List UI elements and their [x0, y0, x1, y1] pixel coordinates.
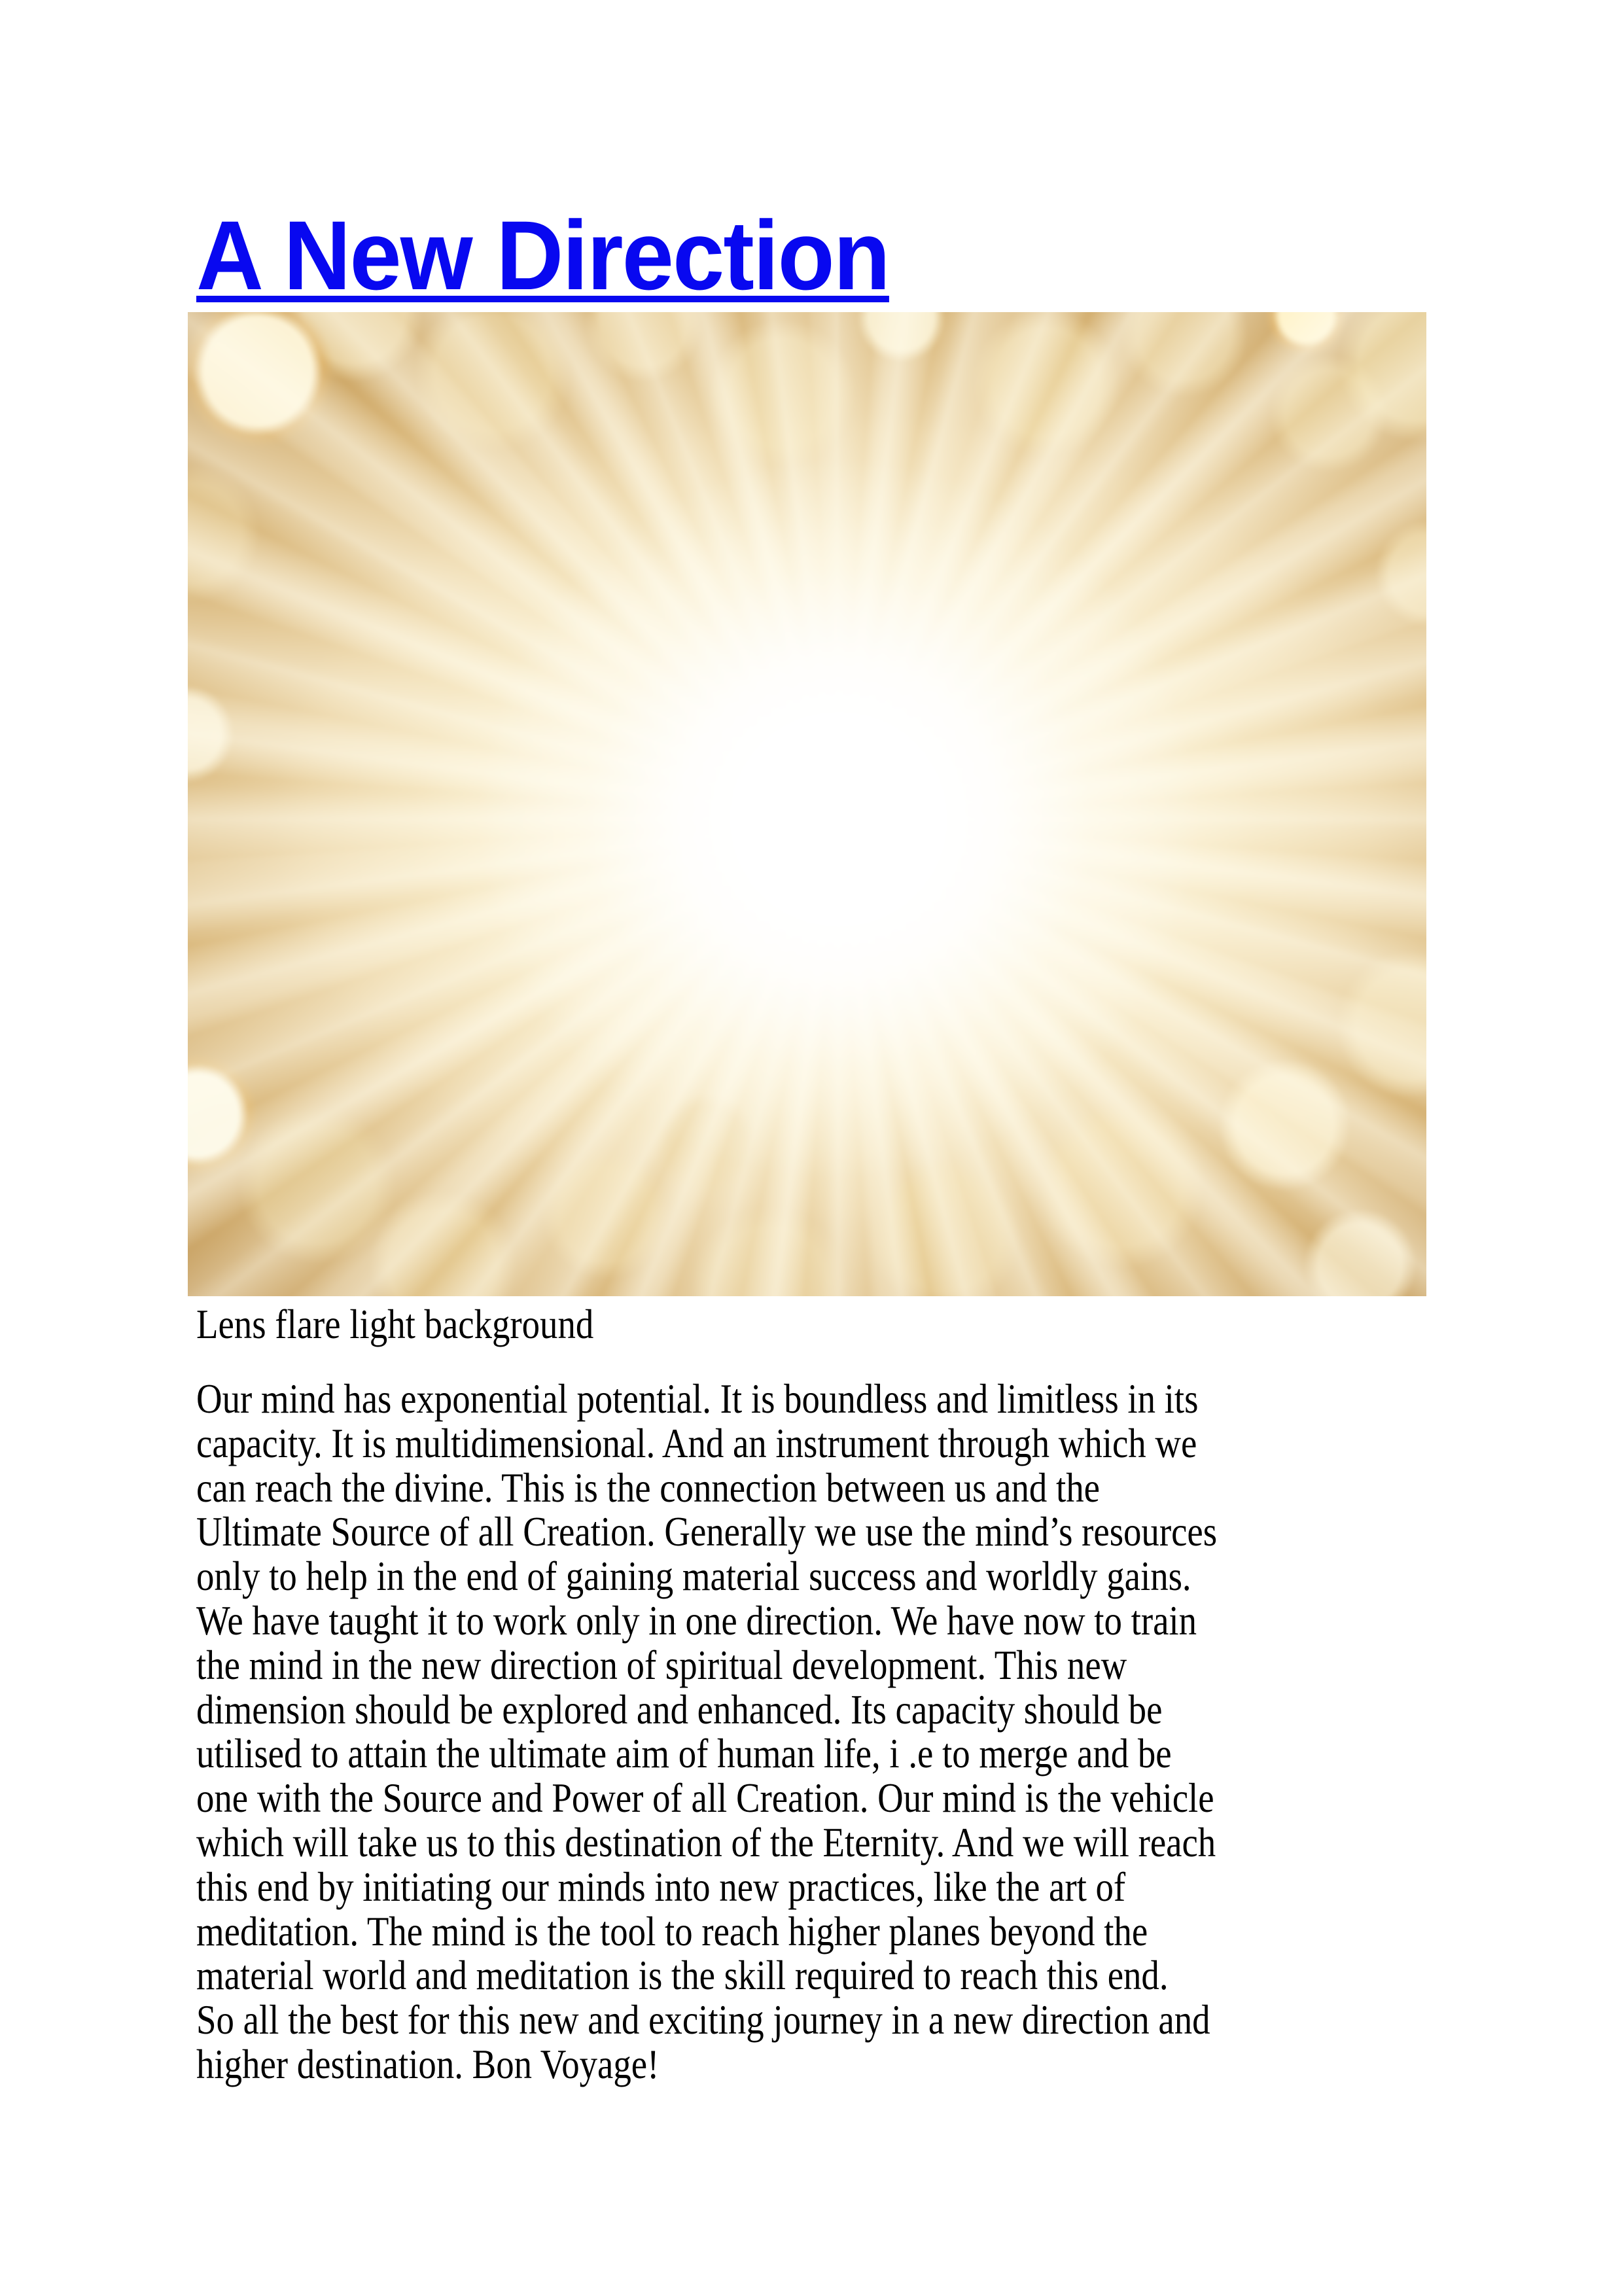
paragraph-line: this end by initiating our minds into new practices, like the art of	[196, 1863, 1126, 1910]
paragraph-line: utilised to attain the ultimate aim of human life, i .e to merge and be	[196, 1731, 1172, 1777]
paragraph-line: We have taught it to work only in one direction. We have now to train	[196, 1597, 1197, 1644]
paragraph-line: So all the best for this new and exciting journey in a new direction and	[196, 1997, 1210, 2043]
paragraph-line: the mind in the new direction of spiritual development. This new	[196, 1642, 1127, 1688]
bokeh-starburst-art	[188, 312, 1426, 1296]
article-paragraph	[196, 1377, 1217, 2087]
paragraph-line: dimension should be explored and enhanced. Its capacity should be	[196, 1686, 1163, 1733]
paragraph-line: one with the Source and Power of all Creation. Our mind is the vehicle	[196, 1775, 1214, 1822]
image-caption: Lens flare light background	[196, 1301, 594, 1347]
paragraph-line: higher destination. Bon Voyage!	[196, 2041, 660, 2087]
paragraph-line: Our mind has exponential potential. It is boundless and limitless in its	[196, 1376, 1199, 1422]
title-link[interactable]: A New Direction	[196, 200, 889, 310]
paragraph-line: meditation. The mind is the tool to reach higher planes beyond the	[196, 1908, 1148, 1954]
paragraph-line: material world and meditation is the skill required to reach this end.	[196, 1952, 1169, 1999]
page-title	[196, 200, 889, 310]
paragraph-line: can reach the divine. This is the connection between us and the	[196, 1464, 1100, 1511]
paragraph-line: only to help in the end of gaining material success and worldly gains.	[196, 1553, 1191, 1600]
paragraph-line: which will take us to this destination of the Eternity. And we will reach	[196, 1819, 1216, 1865]
lens-flare-image	[188, 312, 1426, 1296]
paragraph-line: Ultimate Source of all Creation. Generally we use the mind’s resources	[196, 1509, 1218, 1555]
paragraph-line: capacity. It is multidimensional. And an instrument through which we	[196, 1420, 1197, 1466]
